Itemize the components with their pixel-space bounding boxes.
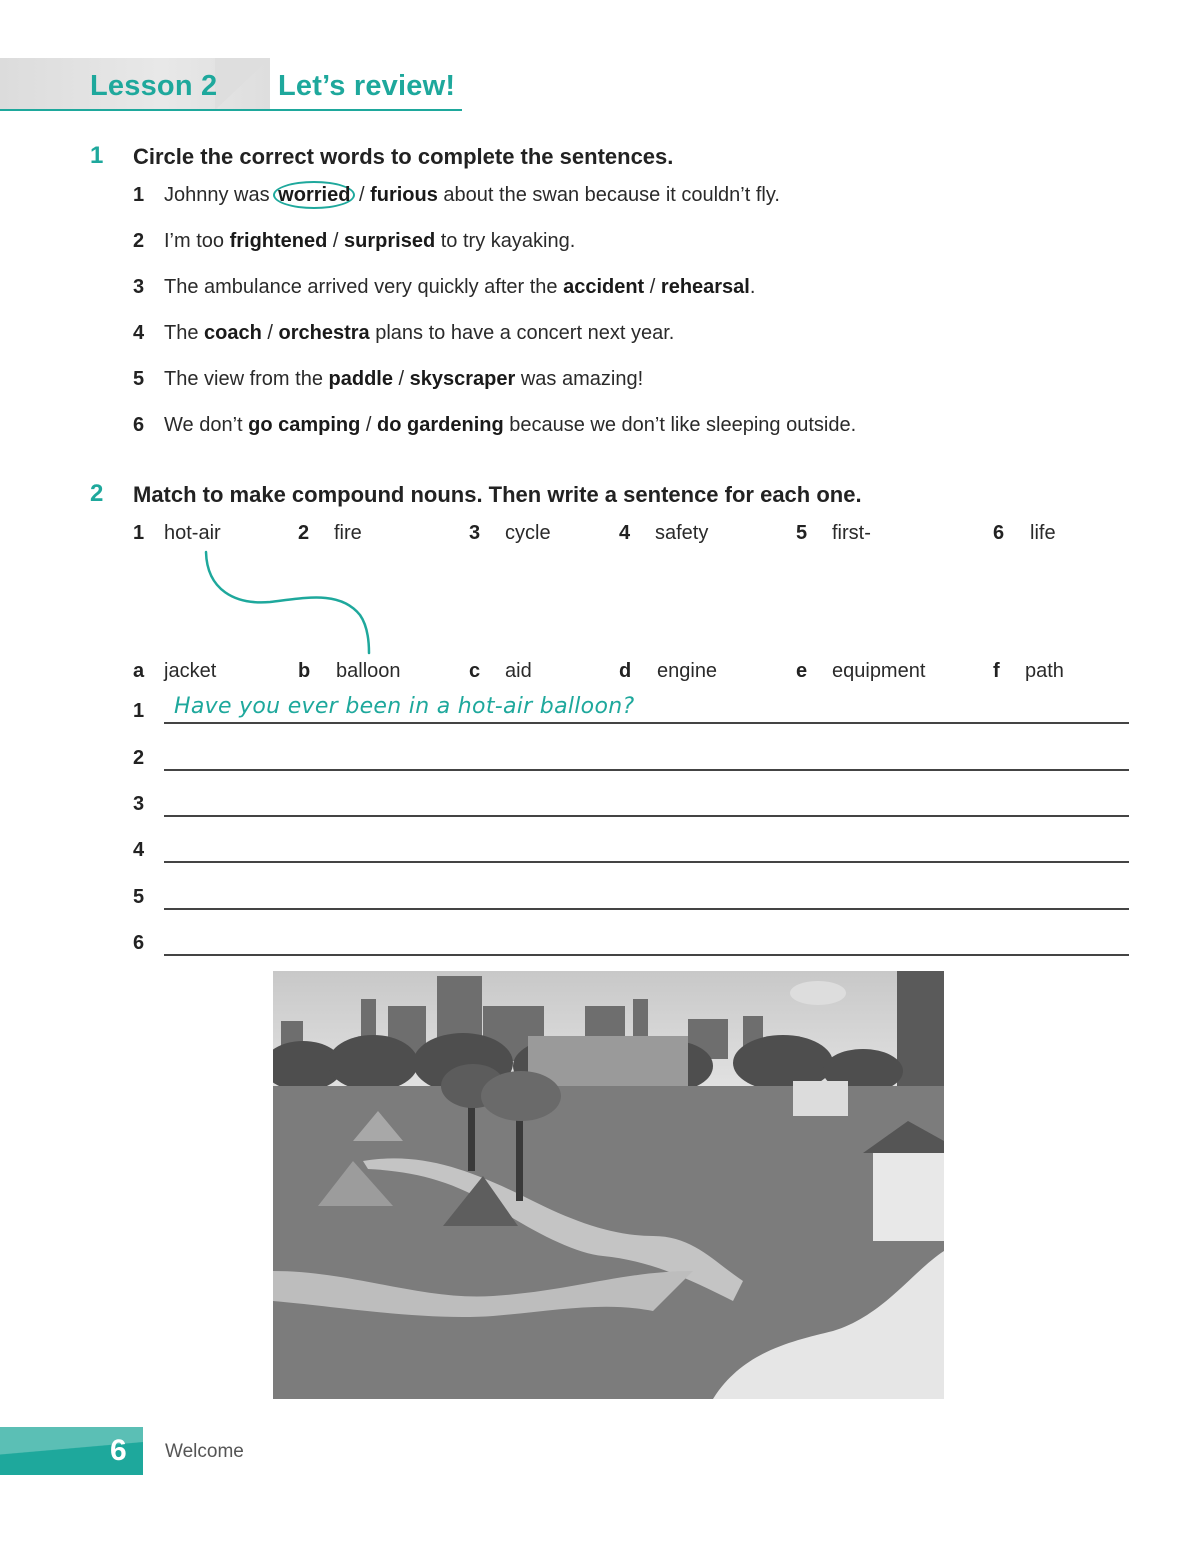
second-word[interactable]: engine [657, 660, 718, 682]
sentence-start: The ambulance arrived very quickly after the [164, 276, 564, 298]
house [873, 1151, 944, 1241]
lesson-label: Lesson 2 [90, 70, 218, 102]
word-number: 4 [619, 522, 631, 544]
first-word[interactable]: life [1030, 522, 1056, 544]
option-1[interactable]: go camping [248, 414, 361, 436]
sentence-start: The view from the [164, 368, 329, 390]
item-number: 2 [133, 230, 145, 252]
sentence-end: to try kayaking. [435, 230, 576, 252]
item-number: 6 [133, 414, 145, 436]
separator: / [644, 276, 661, 298]
second-word[interactable]: aid [505, 660, 532, 682]
word-number: 1 [133, 522, 145, 544]
separator: / [327, 230, 345, 252]
line-number: 5 [133, 886, 145, 908]
word-letter: a [133, 660, 145, 682]
answer-line[interactable] [164, 954, 1129, 956]
option-2[interactable]: do gardening [377, 414, 504, 436]
line-number: 1 [133, 700, 145, 722]
answer-line[interactable] [164, 861, 1129, 863]
sentence-end: . [749, 276, 756, 298]
first-word[interactable]: cycle [505, 522, 551, 544]
separator: / [353, 184, 371, 206]
sentence-end: plans to have a concert next year. [369, 322, 675, 344]
sentence [164, 184, 780, 207]
option-2[interactable]: skyscraper [409, 368, 516, 390]
separator: / [392, 368, 410, 390]
answer-line[interactable] [164, 908, 1129, 910]
word-letter: d [619, 660, 632, 682]
first-word[interactable]: hot-air [164, 522, 221, 544]
word-number: 2 [298, 522, 310, 544]
exercise-instruction: Match to make compound nouns. Then write a sentence for each one. [133, 482, 862, 507]
option-1[interactable]: worried [273, 181, 355, 209]
option-2[interactable]: rehearsal [660, 276, 750, 298]
option-1[interactable]: coach [204, 322, 262, 344]
separator: / [360, 414, 378, 436]
option-2[interactable]: surprised [344, 230, 436, 252]
line-number: 2 [133, 747, 145, 769]
line-number: 6 [133, 932, 145, 954]
option-1[interactable]: paddle [328, 368, 393, 390]
separator: / [261, 322, 279, 344]
item-number: 5 [133, 368, 145, 390]
sentence-start: The [164, 322, 205, 344]
second-word[interactable]: jacket [164, 660, 217, 682]
sentence-start: We don’t [164, 414, 249, 436]
answer-text[interactable]: Have you ever been in a hot-air balloon? [174, 694, 635, 719]
first-word[interactable]: first- [832, 522, 871, 544]
helicopter [790, 981, 846, 1005]
first-word[interactable]: safety [655, 522, 709, 544]
exercise-instruction: Circle the correct words to complete the sentences. [133, 144, 674, 169]
word-number: 3 [469, 522, 481, 544]
word-letter: c [469, 660, 481, 682]
word-letter: b [298, 660, 311, 682]
item-number: 4 [133, 322, 145, 344]
page-number: 6 [110, 1434, 127, 1467]
answer-line[interactable] [164, 769, 1129, 771]
sentence-start: Johnny was [164, 184, 276, 206]
sentence-end: about the swan because it couldn’t fly. [437, 184, 780, 206]
sentence-end: was amazing! [515, 368, 644, 390]
exercise-number: 1 [90, 142, 104, 169]
section-label: Welcome [165, 1441, 244, 1462]
sentence-start: I’m too [164, 230, 230, 252]
option-1[interactable]: accident [563, 276, 645, 298]
option-1[interactable]: frightened [229, 230, 328, 252]
exercise-number: 2 [90, 480, 104, 507]
item-number: 1 [133, 184, 145, 206]
sentence [164, 276, 755, 299]
match-line [195, 545, 385, 660]
first-word[interactable]: fire [334, 522, 362, 544]
second-word[interactable]: path [1025, 660, 1064, 682]
second-word[interactable]: balloon [336, 660, 401, 682]
item-number: 3 [133, 276, 145, 298]
line-number: 4 [133, 839, 145, 861]
second-word[interactable]: equipment [832, 660, 926, 682]
option-2[interactable]: orchestra [278, 322, 370, 344]
sentence [164, 368, 643, 391]
word-letter: f [993, 660, 1000, 682]
park-illustration [273, 971, 944, 1399]
header-band-edge [215, 58, 270, 110]
answer-line[interactable] [164, 815, 1129, 817]
line-number: 3 [133, 793, 145, 815]
word-letter: e [796, 660, 808, 682]
sentence [164, 322, 674, 345]
sentence-end: because we don’t like sleeping outside. [503, 414, 857, 436]
sentence [164, 230, 575, 253]
word-number: 5 [796, 522, 808, 544]
word-number: 6 [993, 522, 1005, 544]
header-underline [0, 109, 462, 111]
ambulance [793, 1081, 848, 1116]
page-title: Let’s review! [278, 70, 456, 102]
sentence [164, 414, 856, 437]
option-2[interactable]: furious [370, 184, 438, 206]
answer-line[interactable] [164, 722, 1129, 724]
